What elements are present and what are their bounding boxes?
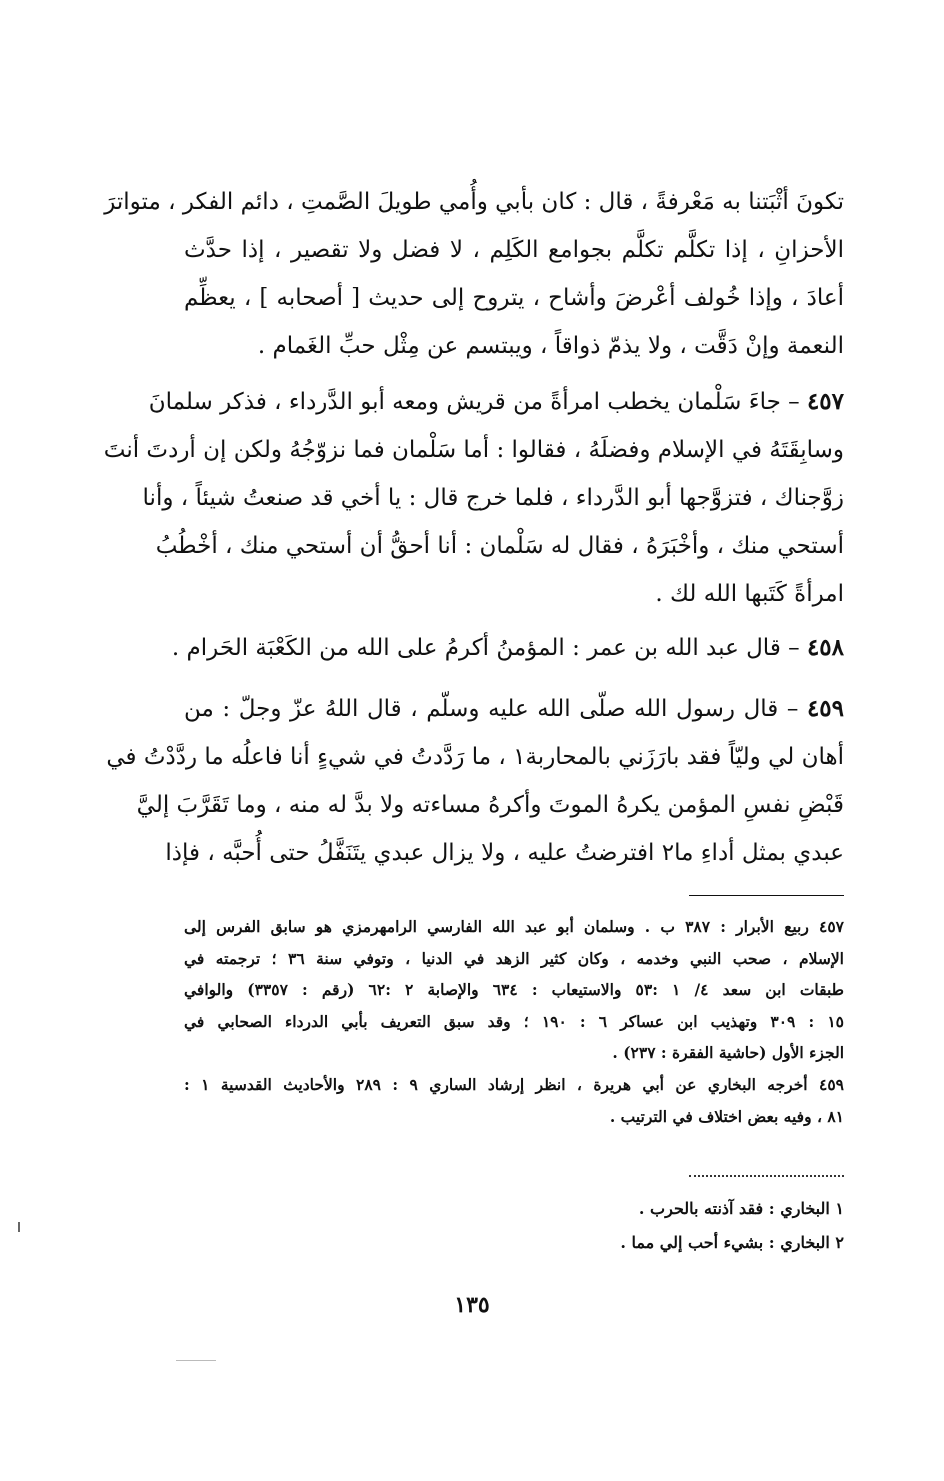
text-line: أعادَ ، وإذا خُولف أعْرضَ وأشاح ، يتروح إلى حديث [ أصحابه ] ، يعظِّم: [184, 285, 844, 311]
paragraph-number: ٤٥٨: [806, 634, 844, 661]
footnote-line: ١٥ : ٣٠٩ وتهذيب ابن عساكر ٦ : ١٩٠ ؛ وقد سبق التعريف بأبي الدرداء الصحابي في: [184, 1011, 845, 1031]
footnote-459: [184, 1069, 844, 1132]
footnote-number: ٤٥٧: [819, 917, 844, 936]
text-line: زوَّجناك ، فتزوَّجها أبو الدَّرداء ، فلما خرج قال : يا أخي قد صنعتُ شيئاً ، وأنا: [142, 485, 844, 511]
footnote-number: ٤٥٩: [819, 1075, 844, 1094]
text-run: أخرجه البخاري عن أبي هريرة ، انظر إرشاد الساري ٩ : ٢٨٩ والأحاديث القدسية ١ :: [184, 1075, 808, 1094]
page-number: ١٣٥: [454, 1292, 490, 1318]
text-line: امرأةً كَتَبها الله لك .: [655, 581, 844, 607]
footnote-line: طبقات ابن سعد ٤/ ١ :٥٣ والاستيعاب : ٦٣٤ والإصابة ٢ :٦٢ (رقم : ٣٣٥٧) والوافي: [184, 980, 845, 999]
paragraph-number: ٤٥٧: [806, 388, 844, 415]
footnote-line: الجزء الأول (حاشية الفقرة : ٢٣٧) .: [612, 1043, 844, 1062]
text-line: [148, 378, 844, 426]
notes-separator: [689, 1175, 844, 1177]
paragraph-459: [106, 685, 844, 877]
scan-mark: [18, 1222, 20, 1232]
paragraph-number: ٤٥٩: [806, 695, 844, 722]
text-line: أستحي منك ، وأخْبَرَهُ ، فقال له سَلْمان : أنا أحقُّ أن أستحي منك ، أخْطُبُ: [155, 533, 844, 559]
paragraph-458: [171, 624, 844, 672]
text-run: – قال عبد الله بن عمر : المؤمنُ أكرمُ على الله من الكَعْبَة الحَرام .: [171, 635, 800, 661]
note-line: ١ البخاري : فقد آذنته بالحرب .: [638, 1199, 844, 1218]
text-line: عبدي بمثل أداءِ ما٢ افترضتُ عليه ، ولا يزال عبدي يتَنَفَّلُ حتى أُحبَّه ، فإذا: [165, 840, 844, 866]
text-line: [184, 685, 844, 733]
footnote-line: الإسلام ، صحب النبي وخدمه ، وكان كثير الزهد في الدنيا ، وتوفي سنة ٣٦ ؛ ترجمته في: [184, 948, 844, 968]
text-run: – قال رسول الله صلّى الله عليه وسلّم ، قال اللهُ عزّ وجلّ : من: [184, 696, 799, 722]
text-line: [171, 624, 844, 672]
footnote-line: [184, 1069, 844, 1101]
textual-notes: [584, 1192, 844, 1260]
text-line: تكونَ أثْبَتنا به مَعْرفةً ، قال : كان بأبي وأُمي طويلَ الصَّمتِ ، دائم الفكر ، متواترَ: [104, 189, 844, 215]
text-line: الأحزانِ ، إذا تكلَّم تكلَّم بجوامع الكَلِم ، لا فضل ولا تقصير ، إذا حدَّث: [184, 237, 844, 263]
footnote-separator: [689, 895, 844, 896]
paragraph-continuation: [104, 178, 844, 370]
footnote-457: [184, 911, 844, 1069]
text-line: قَبْضِ نفسِ المؤمن يكرهُ الموتَ وأكرهُ مساءته ولا بدَّ له منه ، وما تَقَرَّبَ إليَّ: [136, 792, 844, 818]
footnote-line: ٨١ ، وفيه بعض اختلاف في الترتيب .: [609, 1106, 844, 1126]
text-run: – جاءَ سَلْمان يخطب امرأةً من قريش ومعه أبو الدَّرداء ، فذكر سلمانَ: [148, 389, 800, 415]
paragraph-457: [103, 378, 844, 618]
text-line: النعمة وإنْ دَقَّت ، ولا يذمّ ذواقاً ، ويبتسم عن مِثْل حبِّ الغَمام .: [257, 333, 844, 359]
text-run: ربيع الأبرار : ٣٨٧ ب . وسلمان أبو عبد الله الفارسي الرامهرمزي هو سابق الفرس إلى: [184, 917, 809, 936]
note-line: ٢ البخاري : بشيء أحب إلي مما .: [620, 1233, 844, 1252]
text-line: أهان لي وليّاً فقد بارَزَني بالمحاربة١ ، ما رَدَّدتُ في شيءٍ أنا فاعلُه ما ردَّدْتُ في: [106, 744, 844, 770]
text-line: وسابِقَتَهُ في الإسلام وفضلَهُ ، فقالوا : أما سَلْمان فما نزوّجُهُ ولكن إن أردتَ أنتَ: [103, 437, 844, 463]
scan-mark: [176, 1360, 216, 1361]
footnote-line: [184, 911, 844, 943]
